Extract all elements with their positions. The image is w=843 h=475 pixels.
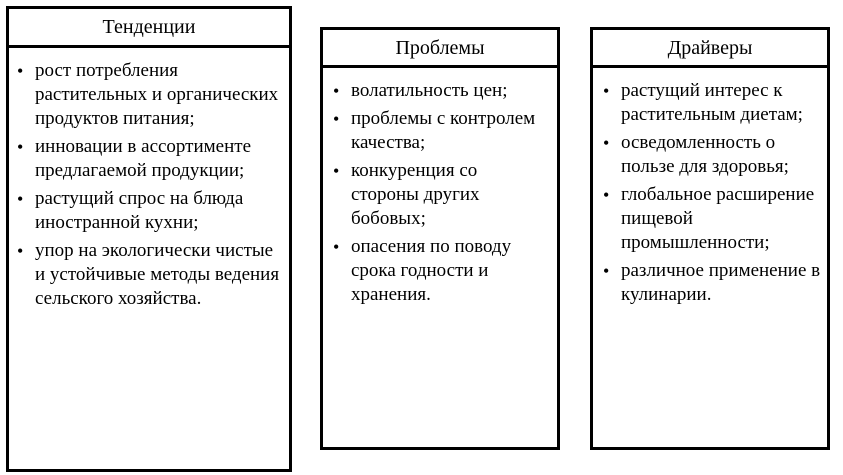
column-drivers-title: Драйверы [667, 36, 753, 59]
column-trends [6, 6, 292, 472]
trends-item: • рост потребления растительных и органических продуктов питания; [17, 60, 279, 129]
drivers-item: • различное применение в кулинарии. [603, 260, 821, 305]
column-drivers [590, 27, 830, 450]
bullet-icon: • [333, 161, 340, 181]
column-drivers-header [590, 27, 830, 68]
bullet-icon: • [333, 237, 340, 257]
problems-list [333, 79, 549, 307]
bullet-icon: • [17, 241, 24, 261]
drivers-list [603, 79, 821, 307]
column-trends-body [6, 48, 292, 472]
drivers-item: • глобальное расширение пищевой промышленности; [603, 184, 815, 253]
column-problems-title: Проблемы [395, 36, 485, 59]
trends-item: • инновации в ассортименте предлагаемой продукции; [17, 136, 252, 181]
bullet-icon: • [603, 133, 610, 153]
drivers-item: • осведомленность о пользе для здоровья; [603, 132, 789, 177]
column-trends-title: Тенденции [102, 16, 196, 38]
bullet-icon: • [17, 189, 24, 209]
column-drivers-body [590, 68, 830, 450]
column-problems-body [320, 68, 560, 450]
drivers-item: • растущий интерес к растительным диетам; [603, 80, 803, 125]
bullet-icon: • [603, 81, 610, 101]
problems-item: • конкуренция со стороны других бобовых; [333, 160, 480, 229]
bullet-icon: • [17, 61, 24, 81]
column-trends-header [6, 6, 292, 48]
problems-item: • проблемы с контролем качества; [333, 108, 536, 153]
problems-item: • опасения по поводу срока годности и хранения. [333, 236, 512, 305]
bullet-icon: • [603, 261, 610, 281]
bullet-icon: • [333, 81, 340, 101]
trends-item: • упор на экологически чистые и устойчивые методы ведения сельского хозяйства. [17, 240, 280, 309]
bullet-icon: • [17, 137, 24, 157]
column-problems-header [320, 27, 560, 68]
bullet-icon: • [603, 185, 610, 205]
column-problems [320, 27, 560, 450]
problems-item: • волатильность цен; [333, 80, 508, 101]
trends-list [17, 59, 281, 311]
trends-item: • растущий спрос на блюда иностранной кухни; [17, 188, 244, 233]
bullet-icon: • [333, 109, 340, 129]
